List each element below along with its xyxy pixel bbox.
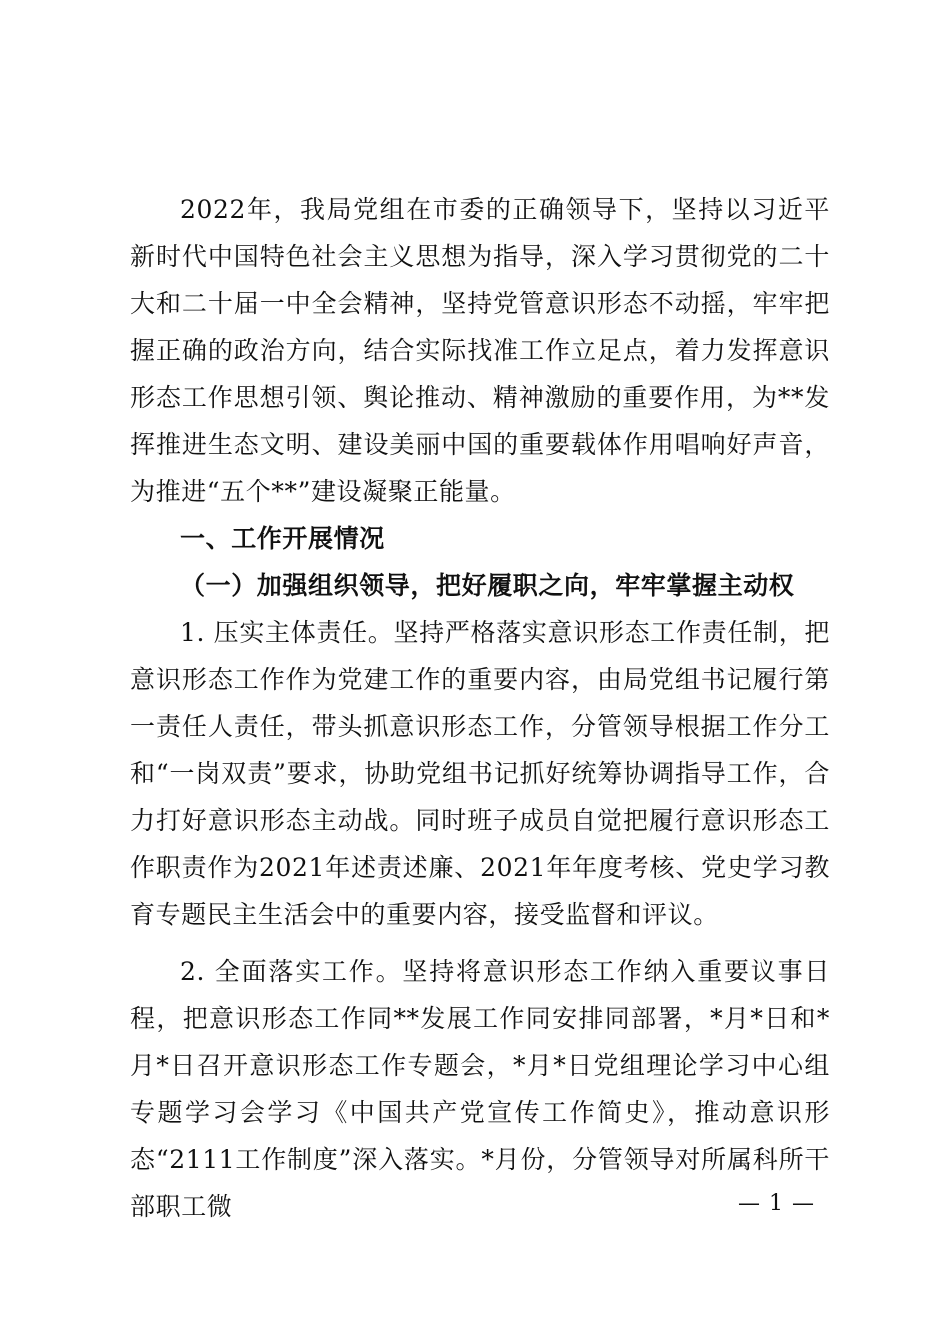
document-body	[130, 186, 830, 1230]
page-number: — 1 —	[738, 1191, 815, 1216]
section-heading: 一、工作开展情况	[180, 524, 385, 553]
item-2-paragraph: 2. 全面落实工作。坚持将意识形态工作纳入重要议事日程，把意识形态工作同**发展工作同安排同部署，*月*日和*月*日召开意识形态工作专题会，*月*日党组理论学习中心组专题学习会学习《中国共产党宣传工作简史》，推动意识形态“2111工作制度”深入落实。*月份，分管领导对所属科所干部职工微	[130, 957, 830, 1221]
subsection-heading: （一）加强组织领导，把好履职之向，牢牢掌握主动权	[180, 571, 795, 600]
intro-paragraph: 2022年，我局党组在市委的正确领导下，坚持以习近平新时代中国特色社会主义思想为指导，深入学习贯彻党的二十大和二十届一中全会精神，坚持党管意识形态不动摇，牢牢把握正确的政治方向，结合实际找准工作立足点，着力发挥意识形态工作思想引领、舆论推动、精神激励的重要作用，为**发挥推进生态文明、建设美丽中国的重要载体作用唱响好声音，为推进“五个**”建设凝聚正能量。	[130, 195, 830, 506]
item-1-paragraph: 1. 压实主体责任。坚持严格落实意识形态工作责任制，把意识形态工作作为党建工作的重要内容，由局党组书记履行第一责任人责任，带头抓意识形态工作，分管领导根据工作分工和“一岗双责”要求，协助党组书记抓好统筹协调指导工作，合力打好意识形态主动战。同时班子成员自觉把履行意识形态工作职责作为2021年述责述廉、2021年年度考核、党史学习教育专题民主生活会中的重要内容，接受监督和评议。	[130, 618, 830, 929]
